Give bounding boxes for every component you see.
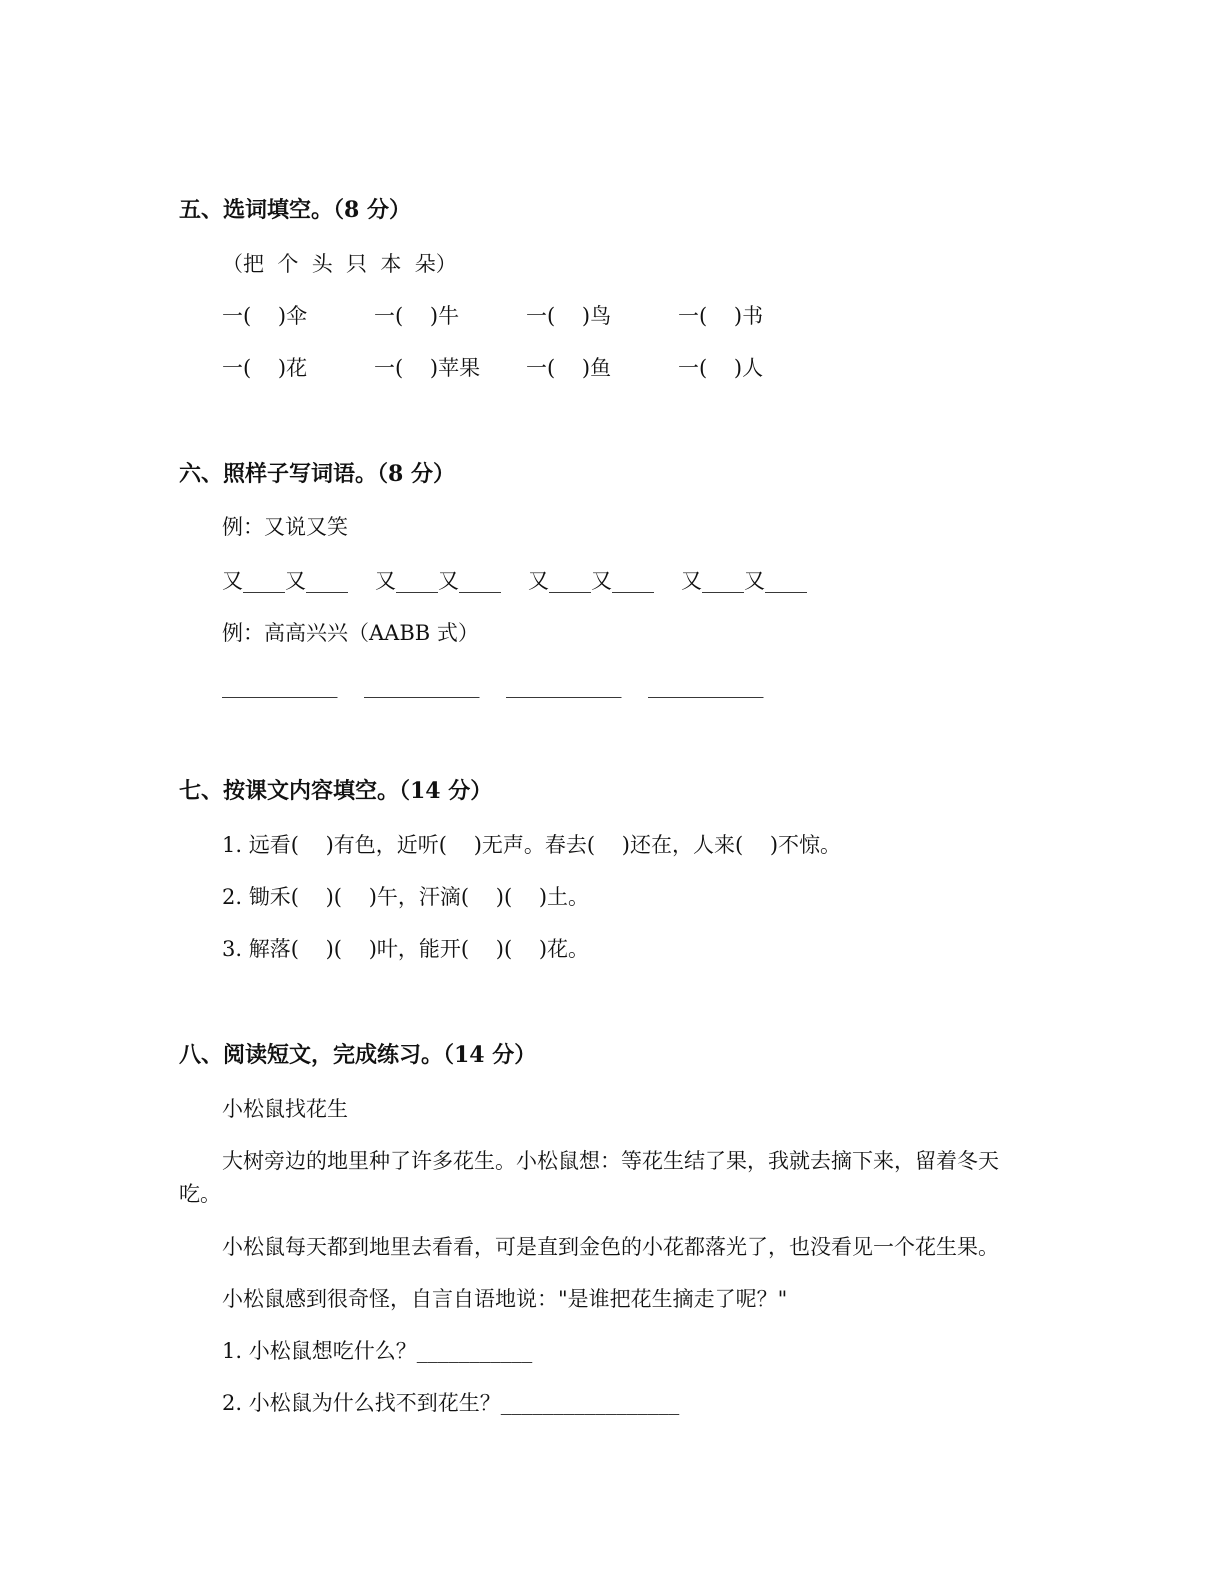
blank-item[interactable]: 又____又____ xyxy=(681,569,807,593)
fill-item[interactable]: 一( )鱼 xyxy=(526,356,612,380)
passage-paragraph-2: 小松鼠每天都到地里去看看，可是直到金色的小花都落光了，也没看见一个花生果。 xyxy=(222,1235,999,1259)
question-1: 1. 远看( )有色，近听( )无声。春去( )还在，人来( )不惊。 xyxy=(222,833,842,857)
fill-item[interactable]: 一( )花 xyxy=(222,356,308,380)
section-6-heading: 六、照样子写词语。（8 分） xyxy=(179,461,455,487)
reading-question-2: 2. 小松鼠为什么找不到花生？_________________ xyxy=(222,1391,680,1415)
blank-item[interactable]: 又____又____ xyxy=(375,569,501,593)
blank-row-2 xyxy=(222,672,790,700)
word-bank: （把 个 头 只 本 朵） xyxy=(222,252,457,276)
blank-item[interactable]: 又____又____ xyxy=(528,569,654,593)
blank-line[interactable]: ___________ xyxy=(222,674,338,698)
passage-paragraph-3: 小松鼠感到很奇怪，自言自语地说："是谁把花生摘走了呢？" xyxy=(222,1287,788,1311)
blank-row-1 xyxy=(222,567,834,595)
question-3: 3. 解落( )( )叶，能开( )( )花。 xyxy=(222,937,590,961)
section-7-heading: 七、按课文内容填空。（14 分） xyxy=(179,778,493,804)
fill-item[interactable]: 一( )书 xyxy=(678,304,764,328)
reading-question-1: 1. 小松鼠想吃什么？___________ xyxy=(222,1339,533,1363)
section-5-heading: 五、选词填空。（8 分） xyxy=(179,197,411,223)
passage-paragraph-1-cont: 吃。 xyxy=(179,1182,221,1206)
question-2: 2. 锄禾( )( )午，汗滴( )( )土。 xyxy=(222,885,590,909)
fill-item[interactable]: 一( )苹果 xyxy=(374,356,481,380)
measure-word-row-2 xyxy=(222,354,830,382)
section-8-heading: 八、阅读短文，完成练习。（14 分） xyxy=(179,1042,537,1068)
blank-item[interactable]: 又____又____ xyxy=(222,569,348,593)
passage-title: 小松鼠找花生 xyxy=(222,1097,348,1121)
blank-line[interactable]: ___________ xyxy=(648,674,764,698)
fill-item[interactable]: 一( )人 xyxy=(678,356,764,380)
passage-paragraph-1: 大树旁边的地里种了许多花生。小松鼠想：等花生结了果，我就去摘下来，留着冬天 xyxy=(222,1149,999,1173)
example-1: 例：又说又笑 xyxy=(222,515,348,539)
example-2: 例：高高兴兴（AABB 式） xyxy=(222,621,479,645)
measure-word-row-1 xyxy=(222,302,830,330)
fill-item[interactable]: 一( )伞 xyxy=(222,304,308,328)
fill-item[interactable]: 一( )牛 xyxy=(374,304,460,328)
blank-line[interactable]: ___________ xyxy=(364,674,480,698)
blank-line[interactable]: ___________ xyxy=(506,674,622,698)
fill-item[interactable]: 一( )鸟 xyxy=(526,304,612,328)
